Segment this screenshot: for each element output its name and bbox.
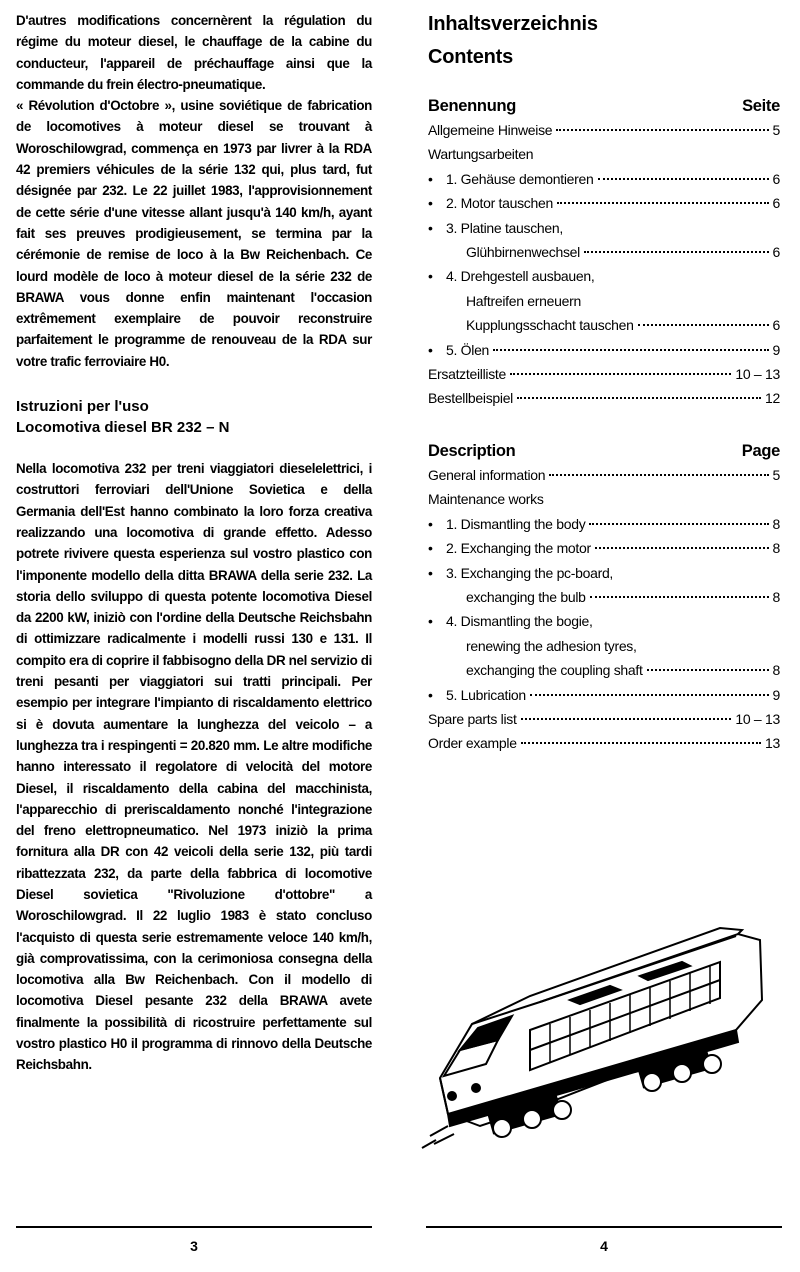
- toc-dot-leader: [556, 129, 768, 131]
- toc-page-number: 5: [772, 466, 780, 483]
- toc-header-english: [428, 439, 780, 463]
- footer-rule-right: [426, 1226, 782, 1228]
- toc-entry-text: 2. Motor tauschen: [446, 195, 553, 212]
- toc-bullet: •: [428, 341, 433, 358]
- toc-dot-leader: [584, 251, 769, 253]
- toc-rows-german: [428, 118, 780, 411]
- toc-page-number: 6: [772, 317, 780, 334]
- toc-row: [428, 609, 780, 633]
- toc-dot-leader: [521, 718, 732, 720]
- toc-row: [428, 264, 780, 288]
- toc-row: [428, 512, 780, 536]
- page-number-left: 3: [190, 1238, 198, 1254]
- left-column: [16, 10, 372, 1076]
- toc-entry-text: Maintenance works: [428, 491, 544, 508]
- toc-row: [428, 118, 780, 142]
- toc-entry-text: Order example: [428, 735, 517, 752]
- toc-entry-text: Bestellbeispiel: [428, 390, 513, 407]
- toc-dot-leader: [557, 202, 769, 204]
- toc-row: [428, 683, 780, 707]
- toc-dot-leader: [549, 474, 768, 476]
- toc-entry-text: 4. Dismantling the bogie,: [446, 613, 593, 630]
- toc-bullet: •: [428, 540, 433, 557]
- toc-row: [428, 386, 780, 410]
- toc-entry-text: exchanging the bulb: [466, 588, 586, 605]
- toc-page-number: 6: [772, 244, 780, 261]
- toc-col-name-english: Description: [428, 441, 516, 460]
- toc-row: [428, 240, 780, 264]
- toc-bullet: •: [428, 195, 433, 212]
- toc-col-page-english: Page: [741, 441, 780, 460]
- toc-dot-leader: [595, 547, 769, 549]
- toc-entry-text: Ersatzteilliste: [428, 366, 506, 383]
- toc-row: [428, 536, 780, 560]
- toc-page-number: 8: [772, 588, 780, 605]
- toc-entry-text: Wartungsarbeiten: [428, 146, 534, 163]
- toc-row: [428, 731, 780, 755]
- toc-bullet: •: [428, 515, 433, 532]
- toc-row: [428, 362, 780, 386]
- toc-row: [428, 216, 780, 240]
- toc-dot-leader: [590, 596, 769, 598]
- italian-heading-line1: Istruzioni per l'uso: [16, 398, 149, 416]
- toc-dot-leader: [521, 742, 761, 744]
- toc-entry-text: 2. Exchanging the motor: [446, 540, 591, 557]
- toc-title-en: Contents: [428, 46, 514, 68]
- toc-title-de: Inhaltsverzeichnis: [428, 13, 598, 35]
- toc-row: [428, 658, 780, 682]
- toc-bullet: •: [428, 564, 433, 581]
- right-column: [428, 8, 780, 756]
- toc-entry-text: 1. Gehäuse demontieren: [446, 170, 594, 187]
- toc-row: [428, 487, 780, 511]
- italian-heading-line2: Locomotiva diesel BR 232 – N: [16, 419, 230, 437]
- toc-entry-text: 3. Platine tauschen,: [446, 219, 563, 236]
- toc-row: [428, 561, 780, 585]
- toc-entry-text: Allgemeine Hinweise: [428, 122, 553, 138]
- toc-page-number: 10 – 13: [735, 366, 780, 383]
- toc-entry-text: 1. Dismantling the body: [446, 515, 586, 532]
- toc-bullet: •: [428, 219, 433, 236]
- toc-bullet: •: [428, 268, 433, 285]
- toc-page-number: 8: [772, 515, 780, 532]
- toc-entry-text: General information: [428, 466, 546, 483]
- toc-dot-leader: [510, 373, 731, 375]
- toc-col-page-german: Seite: [742, 97, 780, 115]
- toc-dot-leader: [517, 397, 761, 399]
- toc-entry-text: Spare parts list: [428, 710, 517, 727]
- toc-page-number: 9: [772, 341, 780, 358]
- toc-col-name-german: Benennung: [428, 97, 517, 115]
- toc-entry-text: 4. Drehgestell ausbauen,: [446, 268, 595, 285]
- italian-body: Nella locomotiva 232 per treni viaggiatori dieselelettrici, i costruttori ferroviari dell'Unione Sovietica e della Germania dell'Est hanno combinato la loro forza creativa realizzando una locomotiva di grande effetto. Adesso potrete rivivere questa esperienza sul vostro plastico con l'imponente modello della ditta BRAWA della serie 232. La storia dello sviluppo di questa potente locomotiva Diesel da 2200 kW, iniziò con l'ordine della Deutsche Reichsbahn di ottimizzare radicalmente i modelli russi 130 e 131. Il compito era di coprire il fabbisogno della DR nel servizio di treni pesanti per viaggiatori sui tratti principali. Per esempio per integrare l'impianto di riscaldamento elettrico si è dovuta aumentare la lunghezza del veicolo – a lunghezza tra i respingenti = 20.820 mm. Le altre modifiche hanno interessato il regolatore di velocità del motore Diesel, il riscaldamento della cabina del macchinista, l'apparecchio di preriscaldamento nonché l'integrazione del freno elettropneumatico. Nel 1973 iniziò la prima fornitura alla DR con 42 veicoli della serie 132, più tardi ribattezzata 232, da parte della fabbrica di locomotive Diesel sovietica "Rivoluzione d'ottobre" a Woroschilowgrad. Il 22 luglio 1983 è stato concluso l'acquisto di questa serie estremamente veloce 140 km/h, già comprovatissima, con la cerimoniosa consegna della locomotiva alla Bw Reichenbach. Con il modello di locomotiva Diesel pesante 232 della BRAWA avete finalmente la possibilità di ricostruire perfettamente sul vostro plastico H0 il programma di rinnovo della Deutsche Reichsbahn.: [16, 461, 372, 1073]
- toc-page-number: 13: [765, 735, 780, 752]
- toc-dot-leader: [638, 324, 769, 326]
- toc-row: [428, 463, 780, 487]
- italian-heading: [16, 396, 372, 438]
- toc-row: [428, 585, 780, 609]
- toc-bullet: •: [428, 686, 433, 703]
- toc-bullet: •: [428, 613, 433, 630]
- toc-table-german: [428, 94, 780, 411]
- toc-page-number: 8: [772, 540, 780, 557]
- toc-page-number: 8: [772, 662, 780, 679]
- toc-entry-text: 3. Exchanging the pc-board,: [446, 564, 614, 581]
- toc-row: [428, 142, 780, 166]
- toc-entry-text: 5. Lubrication: [446, 686, 526, 703]
- toc-page-number: 9: [772, 686, 780, 703]
- toc-page-number: 5: [772, 122, 780, 138]
- toc-entry-text: renewing the adhesion tyres,: [466, 637, 637, 654]
- toc-dot-leader: [493, 349, 768, 351]
- french-paragraph-1: D'autres modifications concernèrent la régulation du régime du moteur diesel, le chauffage de la cabine du conducteur, l'appareil de préchauffage ainsi que la commande du frein électro-pneumatique.: [16, 13, 372, 92]
- toc-row: [428, 707, 780, 731]
- toc-entry-text: Kupplungsschacht tauschen: [466, 317, 634, 334]
- toc-rows-english: [428, 463, 780, 756]
- toc-entry-text: Glühbirnenwechsel: [466, 244, 580, 261]
- footer-rule-left: [16, 1226, 372, 1228]
- toc-row: [428, 634, 780, 658]
- toc-row: [428, 338, 780, 362]
- toc-dot-leader: [589, 523, 768, 525]
- toc-table-english: [428, 439, 780, 756]
- page-number-right: 4: [600, 1238, 608, 1254]
- toc-page-number: 6: [772, 170, 780, 187]
- toc-dot-leader: [598, 178, 769, 180]
- toc-header-german: [428, 94, 780, 118]
- toc-page-number: 10 – 13: [735, 710, 780, 727]
- toc-page-number: 12: [765, 390, 780, 407]
- toc-entry-text: exchanging the coupling shaft: [466, 662, 643, 679]
- toc-page-number: 6: [772, 195, 780, 212]
- toc-row: [428, 289, 780, 313]
- toc-bullet: •: [428, 170, 433, 187]
- toc-dot-leader: [530, 694, 769, 696]
- diesel-locomotive-drawing-icon: [420, 900, 776, 1160]
- toc-row: [428, 167, 780, 191]
- toc-dot-leader: [647, 669, 769, 671]
- toc-entry-text: 5. Ölen: [446, 341, 490, 358]
- toc-row: [428, 191, 780, 215]
- french-paragraph-2: « Révolution d'Octobre », usine soviétique de fabrication de locomotives à moteur diesel se trouvant à Woroschilowgrad, commença en 1973 par livrer à la RDA 42 premiers véhicules de la série 132 qui, plus tard, fut désignée par 232. Le 22 juillet 1983, l'approvisionnement de cette série d'une vitesse allant jusqu'à 140 km/h, ayant fait ses preuves prodigieusement, se termina par la cérémonie de remise de loco à la Bw Reichenbach. Ce lourd modèle de loco à moteur diesel de la série 232 de BRAWA vous donne enfin maintenant l'occasion extrêmement exemplaire de pouvoir reconstruire parfaitement le programme de renouveau de la RDA sur votre trafic ferroviaire H0.: [16, 98, 372, 369]
- toc-entry-text: Haftreifen erneuern: [466, 292, 581, 309]
- toc-row: [428, 313, 780, 337]
- right-page: [400, 0, 800, 1272]
